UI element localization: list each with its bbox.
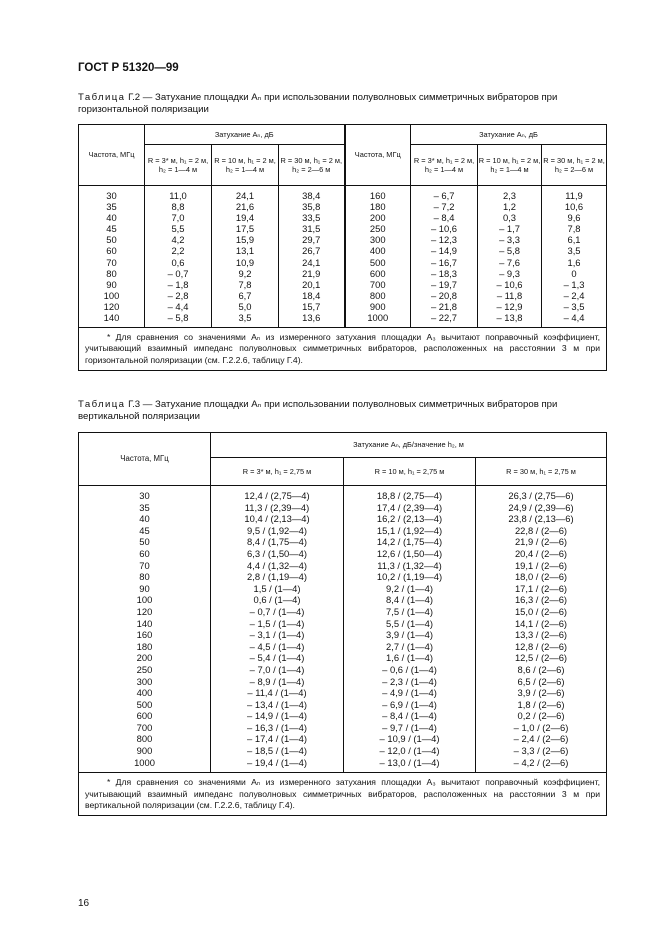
frequency-cell: 400 (345, 245, 411, 256)
attenuation-cell: – 2,3 / (1—4) (344, 676, 476, 688)
attenuation-cell: 8,4 / (1—4) (344, 594, 476, 606)
table-row (79, 536, 607, 548)
frequency-cell: 100 (79, 594, 211, 606)
attenuation-cell: 20,1 (279, 279, 345, 290)
attenuation-cell: 8,6 / (2—6) (476, 664, 607, 676)
table-row (79, 618, 607, 630)
attenuation-cell: – 20,8 (411, 290, 478, 301)
attenuation-cell: 15,1 / (1,92—4) (344, 525, 476, 537)
attenuation-cell: – 9,3 (478, 268, 542, 279)
table-row (79, 301, 607, 312)
table-row (79, 201, 607, 212)
frequency-cell: 160 (345, 186, 411, 202)
attenuation-cell: 18,0 / (2—6) (476, 571, 607, 583)
table-row (79, 594, 607, 606)
subheader-r10: R = 10 м, h₁ = 2,75 м (344, 458, 476, 486)
table-row (79, 245, 607, 256)
table-row (79, 548, 607, 560)
table-row (79, 676, 607, 688)
attenuation-cell: 5,0 (212, 301, 279, 312)
note-text: * Для сравнения со значениями Aₙ из измеренного затухания площадки A₃ вычитают поправочный коэффициент, учитывающий взаимный импеданс полуволновых симметричных вибраторов, расположенных на расстоянии 3 м при вертикальной поляризации (см. Г.2.2.6, таблицу Г.4). (85, 777, 600, 810)
attenuation-cell: 29,7 (279, 234, 345, 245)
frequency-cell: 80 (79, 268, 145, 279)
attenuation-cell: 3,9 / (1—4) (344, 629, 476, 641)
attenuation-cell: 7,8 (212, 279, 279, 290)
attenuation-cell: – 10,9 / (1—4) (344, 733, 476, 745)
frequency-cell: 35 (79, 201, 145, 212)
table-row (79, 629, 607, 641)
frequency-cell: 30 (79, 486, 211, 502)
attenuation-cell: – 6,7 (411, 186, 478, 202)
table-row (79, 279, 607, 290)
frequency-cell: 180 (345, 201, 411, 212)
frequency-cell: 500 (79, 699, 211, 711)
table-2 (78, 124, 607, 371)
frequency-cell: 250 (345, 223, 411, 234)
table-row (79, 652, 607, 664)
frequency-cell: 45 (79, 223, 145, 234)
attenuation-cell: – 0,6 / (1—4) (344, 664, 476, 676)
attenuation-cell: – 1,8 (145, 279, 212, 290)
subheader-r10: R = 10 м, h₁ = 2 м, h₂ = 1—4 м (212, 145, 279, 186)
table-3 (78, 432, 607, 816)
caption-label: Таблица (78, 92, 126, 103)
table-row (79, 710, 607, 722)
attenuation-cell: – 1,0 / (2—6) (476, 722, 607, 734)
attenuation-cell: – 8,4 (411, 212, 478, 223)
frequency-cell: 600 (79, 710, 211, 722)
subheader-r3: R = 3* м, h₁ = 2 м, h₂ = 1—4 м (145, 145, 212, 186)
attenuation-cell: – 7,2 (411, 201, 478, 212)
frequency-cell: 800 (79, 733, 211, 745)
frequency-cell: 400 (79, 687, 211, 699)
attenuation-cell: 12,6 / (1,50—4) (344, 548, 476, 560)
table-row (79, 502, 607, 514)
attenuation-cell: 12,4 / (2,75—4) (211, 486, 344, 502)
attenuation-cell: 1,8 / (2—6) (476, 699, 607, 711)
attenuation-group-header: Затухание Aₙ, дБ/значение h₂, м (211, 433, 607, 458)
table-row (79, 268, 607, 279)
attenuation-cell: 21,9 (279, 268, 345, 279)
table-row (79, 486, 607, 502)
attenuation-cell: 15,7 (279, 301, 345, 312)
attenuation-cell: 9,6 (542, 212, 607, 223)
frequency-cell: 90 (79, 279, 145, 290)
attenuation-cell: 1,6 / (1—4) (344, 652, 476, 664)
attenuation-cell: 6,7 (212, 290, 279, 301)
attenuation-cell: 24,1 (212, 186, 279, 202)
attenuation-cell: – 19,7 (411, 279, 478, 290)
table-row (79, 583, 607, 595)
frequency-cell: 900 (79, 745, 211, 757)
note-text: * Для сравнения со значениями Aₙ из измеренного затухания площадки A₃ вычитают поправочный коэффициент, учитывающий взаимный импеданс полуволновых симметричных вибраторов, расположенных на расстоянии 3 м при горизонтальной поляризации (см. Г.2.2.6, таблицу Г.4). (85, 332, 601, 365)
attenuation-cell: – 12,9 (478, 301, 542, 312)
attenuation-cell: 15,0 / (2—6) (476, 606, 607, 618)
attenuation-cell: 9,2 / (1—4) (344, 583, 476, 595)
attenuation-cell: – 9,7 / (1—4) (344, 722, 476, 734)
table-row (79, 186, 607, 202)
frequency-cell: 60 (79, 245, 145, 256)
attenuation-cell: – 2,4 / (2—6) (476, 733, 607, 745)
attenuation-cell: 7,0 (145, 212, 212, 223)
attenuation-cell: – 2,4 (542, 290, 607, 301)
attenuation-cell: 1,2 (478, 201, 542, 212)
attenuation-cell: – 4,9 / (1—4) (344, 687, 476, 699)
table-row (79, 699, 607, 711)
frequency-cell: 35 (79, 502, 211, 514)
frequency-cell: 120 (79, 606, 211, 618)
attenuation-cell: 1,6 (542, 257, 607, 268)
attenuation-cell: 11,3 / (2,39—4) (211, 502, 344, 514)
attenuation-cell: 3,5 (212, 312, 279, 328)
attenuation-cell: – 0,7 (145, 268, 212, 279)
table-3-caption (78, 399, 598, 423)
frequency-cell: 60 (79, 548, 211, 560)
attenuation-cell: – 11,8 (478, 290, 542, 301)
frequency-cell: 900 (345, 301, 411, 312)
frequency-cell: 700 (79, 722, 211, 734)
attenuation-cell: 18,8 / (2,75—4) (344, 486, 476, 502)
attenuation-cell: – 13,8 (478, 312, 542, 328)
attenuation-cell: 15,9 (212, 234, 279, 245)
attenuation-cell: – 12,3 (411, 234, 478, 245)
attenuation-cell: 11,3 / (1,32—4) (344, 560, 476, 572)
attenuation-cell: – 22,7 (411, 312, 478, 328)
frequency-cell: 300 (79, 676, 211, 688)
subheader-r30: R = 30 м, h₁ = 2 м, h₂ = 2—6 м (279, 145, 345, 186)
frequency-cell: 140 (79, 312, 145, 328)
table-row (79, 757, 607, 773)
subheader-r30: R = 30 м, h₁ = 2 м, h₂ = 2—6 м (542, 145, 607, 186)
attenuation-cell: – 8,4 / (1—4) (344, 710, 476, 722)
attenuation-cell: 26,3 / (2,75—6) (476, 486, 607, 502)
frequency-cell: 50 (79, 234, 145, 245)
attenuation-cell: 4,4 / (1,32—4) (211, 560, 344, 572)
attenuation-cell: – 7,0 / (1—4) (211, 664, 344, 676)
table-row (79, 571, 607, 583)
table-row (79, 733, 607, 745)
attenuation-cell: 10,6 (542, 201, 607, 212)
attenuation-cell: – 5,8 (145, 312, 212, 328)
frequency-cell: 180 (79, 641, 211, 653)
attenuation-cell: 35,8 (279, 201, 345, 212)
frequency-cell: 800 (345, 290, 411, 301)
attenuation-cell: – 8,9 / (1—4) (211, 676, 344, 688)
attenuation-cell: 17,1 / (2—6) (476, 583, 607, 595)
attenuation-cell: 0,6 (145, 257, 212, 268)
attenuation-cell: – 13,0 / (1—4) (344, 757, 476, 773)
attenuation-cell: 20,4 / (2—6) (476, 548, 607, 560)
frequency-cell: 80 (79, 571, 211, 583)
attenuation-cell: – 5,4 / (1—4) (211, 652, 344, 664)
attenuation-cell: – 1,5 / (1—4) (211, 618, 344, 630)
subheader-r30: R = 30 м, h₁ = 2,75 м (476, 458, 607, 486)
attenuation-cell: – 3,5 (542, 301, 607, 312)
attenuation-cell: 31,5 (279, 223, 345, 234)
attenuation-cell: 2,7 / (1—4) (344, 641, 476, 653)
attenuation-cell: – 3,3 / (2—6) (476, 745, 607, 757)
attenuation-cell: – 4,2 / (2—6) (476, 757, 607, 773)
attenuation-cell: 0,3 (478, 212, 542, 223)
attenuation-cell: – 13,4 / (1—4) (211, 699, 344, 711)
attenuation-cell: 11,9 (542, 186, 607, 202)
table-3-note (79, 773, 607, 816)
frequency-cell: 70 (79, 257, 145, 268)
table-row (79, 290, 607, 301)
frequency-cell: 100 (79, 290, 145, 301)
attenuation-cell: 17,5 (212, 223, 279, 234)
attenuation-cell: 14,1 / (2—6) (476, 618, 607, 630)
attenuation-cell: 6,5 / (2—6) (476, 676, 607, 688)
table-row (79, 223, 607, 234)
attenuation-cell: – 4,4 (542, 312, 607, 328)
attenuation-cell: 13,6 (279, 312, 345, 328)
attenuation-cell: – 17,4 / (1—4) (211, 733, 344, 745)
attenuation-cell: – 5,8 (478, 245, 542, 256)
table-2-note (79, 328, 607, 371)
attenuation-cell: – 4,5 / (1—4) (211, 641, 344, 653)
frequency-cell: 40 (79, 212, 145, 223)
table-row (79, 687, 607, 699)
attenuation-cell: 21,9 / (2—6) (476, 536, 607, 548)
attenuation-cell: 7,5 / (1—4) (344, 606, 476, 618)
attenuation-cell: – 0,7 / (1—4) (211, 606, 344, 618)
frequency-cell: 250 (79, 664, 211, 676)
subheader-r10: R = 10 м, h₁ = 2 м, h₂ = 1—4 м (478, 145, 542, 186)
attenuation-cell: 2,3 (478, 186, 542, 202)
frequency-cell: 1000 (345, 312, 411, 328)
subheader-r3: R = 3* м, h₁ = 2,75 м (211, 458, 344, 486)
attenuation-cell: 11,0 (145, 186, 212, 202)
attenuation-cell: 6,1 (542, 234, 607, 245)
attenuation-cell: 7,8 (542, 223, 607, 234)
frequency-cell: 500 (345, 257, 411, 268)
frequency-cell: 1000 (79, 757, 211, 773)
table-row (79, 234, 607, 245)
attenuation-cell: – 7,6 (478, 257, 542, 268)
freq-header: Частота, МГц (345, 125, 411, 186)
attenuation-cell: – 14,9 / (1—4) (211, 710, 344, 722)
attenuation-cell: 14,2 / (1,75—4) (344, 536, 476, 548)
attenuation-cell: – 10,6 (478, 279, 542, 290)
frequency-cell: 40 (79, 513, 211, 525)
attenuation-cell: – 12,0 / (1—4) (344, 745, 476, 757)
attenuation-cell: 0,6 / (1—4) (211, 594, 344, 606)
attenuation-cell: – 1,7 (478, 223, 542, 234)
attenuation-cell: – 2,8 (145, 290, 212, 301)
caption-label: Таблица (78, 399, 126, 410)
frequency-cell: 50 (79, 536, 211, 548)
frequency-cell: 600 (345, 268, 411, 279)
table-row (79, 722, 607, 734)
table-row (79, 560, 607, 572)
attenuation-cell: 9,2 (212, 268, 279, 279)
attenuation-cell: – 4,4 (145, 301, 212, 312)
caption-text: Г.3 — Затухание площадки Aₙ при использовании полуволновых симметричных вибраторов при вертикальной поляризации (78, 399, 558, 422)
attenuation-cell: 17,4 / (2,39—4) (344, 502, 476, 514)
attenuation-cell: 23,8 / (2,13—6) (476, 513, 607, 525)
attenuation-cell: 12,8 / (2—6) (476, 641, 607, 653)
attenuation-cell: 10,9 (212, 257, 279, 268)
frequency-cell: 120 (79, 301, 145, 312)
attenuation-cell: 4,2 (145, 234, 212, 245)
attenuation-cell: 0 (542, 268, 607, 279)
attenuation-cell: 10,2 / (1,19—4) (344, 571, 476, 583)
attenuation-cell: 33,5 (279, 212, 345, 223)
attenuation-cell: – 16,7 (411, 257, 478, 268)
attenuation-cell: 8,8 (145, 201, 212, 212)
caption-text: Г.2 — Затухание площадки Aₙ при использовании полуволновых симметричных вибраторов при горизонтальной поляризации (78, 92, 558, 115)
attenuation-cell: – 19,4 / (1—4) (211, 757, 344, 773)
document-code: ГОСТ Р 51320—99 (78, 62, 179, 74)
attenuation-cell: 19,4 (212, 212, 279, 223)
frequency-cell: 200 (345, 212, 411, 223)
attenuation-cell: – 16,3 / (1—4) (211, 722, 344, 734)
attenuation-cell: 22,8 / (2—6) (476, 525, 607, 537)
attenuation-group-header: Затухание Aₙ, дБ (411, 125, 607, 145)
attenuation-cell: – 11,4 / (1—4) (211, 687, 344, 699)
attenuation-cell: 18,4 (279, 290, 345, 301)
attenuation-cell: 5,5 / (1—4) (344, 618, 476, 630)
attenuation-cell: 16,3 / (2—6) (476, 594, 607, 606)
attenuation-cell: 6,3 / (1,50—4) (211, 548, 344, 560)
attenuation-group-header: Затухание Aₙ, дБ (145, 125, 345, 145)
frequency-cell: 200 (79, 652, 211, 664)
frequency-cell: 45 (79, 525, 211, 537)
attenuation-cell: 10,4 / (2,13—4) (211, 513, 344, 525)
attenuation-cell: – 3,1 / (1—4) (211, 629, 344, 641)
table-row (79, 606, 607, 618)
attenuation-cell: 2,8 / (1,19—4) (211, 571, 344, 583)
attenuation-cell: 0,2 / (2—6) (476, 710, 607, 722)
attenuation-cell: 21,6 (212, 201, 279, 212)
attenuation-cell: 19,1 / (2—6) (476, 560, 607, 572)
attenuation-cell: 2,2 (145, 245, 212, 256)
attenuation-cell: 1,5 / (1—4) (211, 583, 344, 595)
table-row (79, 745, 607, 757)
subheader-r3: R = 3* м, h₁ = 2 м, h₂ = 1—4 м (411, 145, 478, 186)
table-2-caption (78, 92, 598, 116)
freq-header: Частота, МГц (79, 125, 145, 186)
freq-header: Частота, МГц (79, 433, 211, 486)
attenuation-cell: 3,9 / (2—6) (476, 687, 607, 699)
attenuation-cell: 13,3 / (2—6) (476, 629, 607, 641)
table-row (79, 312, 607, 328)
table-row (79, 212, 607, 223)
table-row (79, 641, 607, 653)
frequency-cell: 70 (79, 560, 211, 572)
frequency-cell: 140 (79, 618, 211, 630)
frequency-cell: 160 (79, 629, 211, 641)
table-row (79, 257, 607, 268)
attenuation-cell: – 18,5 / (1—4) (211, 745, 344, 757)
table-row (79, 513, 607, 525)
page-number: 16 (78, 898, 90, 909)
table-row (79, 664, 607, 676)
frequency-cell: 90 (79, 583, 211, 595)
attenuation-cell: 12,5 / (2—6) (476, 652, 607, 664)
attenuation-cell: 38,4 (279, 186, 345, 202)
attenuation-cell: 8,4 / (1,75—4) (211, 536, 344, 548)
attenuation-cell: – 10,6 (411, 223, 478, 234)
attenuation-cell: – 21,8 (411, 301, 478, 312)
attenuation-cell: 24,1 (279, 257, 345, 268)
table-row (79, 525, 607, 537)
attenuation-cell: – 1,3 (542, 279, 607, 290)
attenuation-cell: 3,5 (542, 245, 607, 256)
attenuation-cell: 9,5 / (1,92—4) (211, 525, 344, 537)
frequency-cell: 300 (345, 234, 411, 245)
attenuation-cell: – 6,9 / (1—4) (344, 699, 476, 711)
attenuation-cell: 16,2 / (2,13—4) (344, 513, 476, 525)
frequency-cell: 700 (345, 279, 411, 290)
attenuation-cell: 26,7 (279, 245, 345, 256)
attenuation-cell: 24,9 / (2,39—6) (476, 502, 607, 514)
attenuation-cell: – 3,3 (478, 234, 542, 245)
attenuation-cell: 13,1 (212, 245, 279, 256)
attenuation-cell: – 18,3 (411, 268, 478, 279)
attenuation-cell: 5,5 (145, 223, 212, 234)
attenuation-cell: – 14,9 (411, 245, 478, 256)
frequency-cell: 30 (79, 186, 145, 202)
